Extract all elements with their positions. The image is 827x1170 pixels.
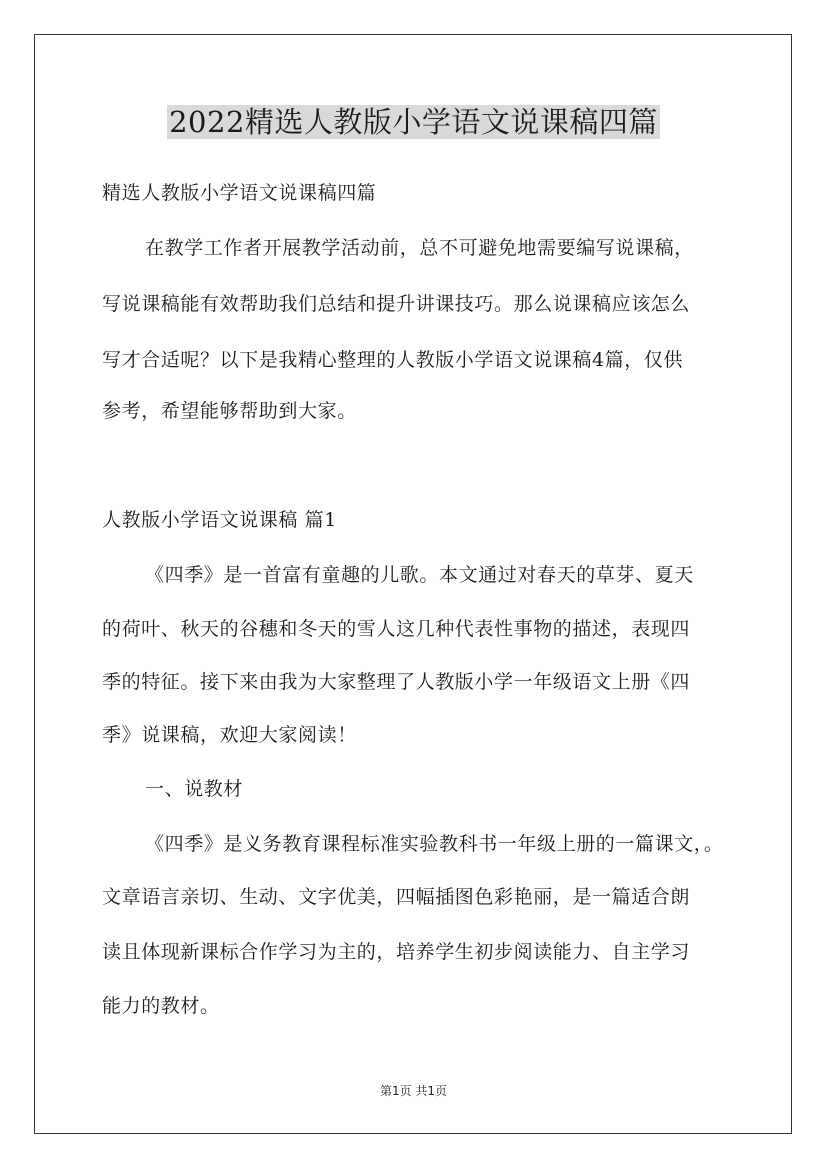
section-intro-line-1: 《四季》是一首富有童趣的儿歌。本文通过对春天的草芽、夏天 [145,564,694,586]
document-subtitle: 精选人教版小学语文说课稿四篇 [102,182,377,204]
section-heading: 人教版小学语文说课稿 篇1 [102,509,337,531]
body-line-4: 能力的教材。 [102,995,220,1017]
body-line-2: 文章语言亲切、生动、文字优美，四幅插图色彩艳丽，是一篇适合朗 [102,886,691,908]
intro-line-4: 参考，希望能够帮助到大家。 [102,400,357,422]
section-intro-line-4: 季》说课稿，欢迎大家阅读！ [102,724,357,746]
body-line-3: 读且体现新课标合作学习为主的，培养学生初步阅读能力、自主学习 [102,941,691,963]
section-intro-line-3: 季的特征。接下来由我为大家整理了人教版小学一年级语文上册《四 [102,671,691,693]
intro-line-2: 写说课稿能有效帮助我们总结和提升讲课技巧。那么说课稿应该怎么 [102,293,691,315]
section-intro-line-2: 的荷叶、秋天的谷穗和冬天的雪人这几种代表性事物的描述，表现四 [102,618,691,640]
page-footer: 第1页 共1页 [379,1084,448,1098]
intro-line-3: 写才合适呢？以下是我精心整理的人教版小学语文说课稿4篇，仅供 [102,349,684,371]
body-line-1: 《四季》是义务教育课程标准实验教科书一年级上册的一篇课文，。 [145,833,724,855]
intro-line-1: 在教学工作者开展教学活动前，总不可避免地需要编写说课稿， [145,237,694,259]
sub-heading: 一、说教材 [145,778,244,800]
document-title: 2022精选人教版小学语文说课稿四篇 [169,105,658,139]
